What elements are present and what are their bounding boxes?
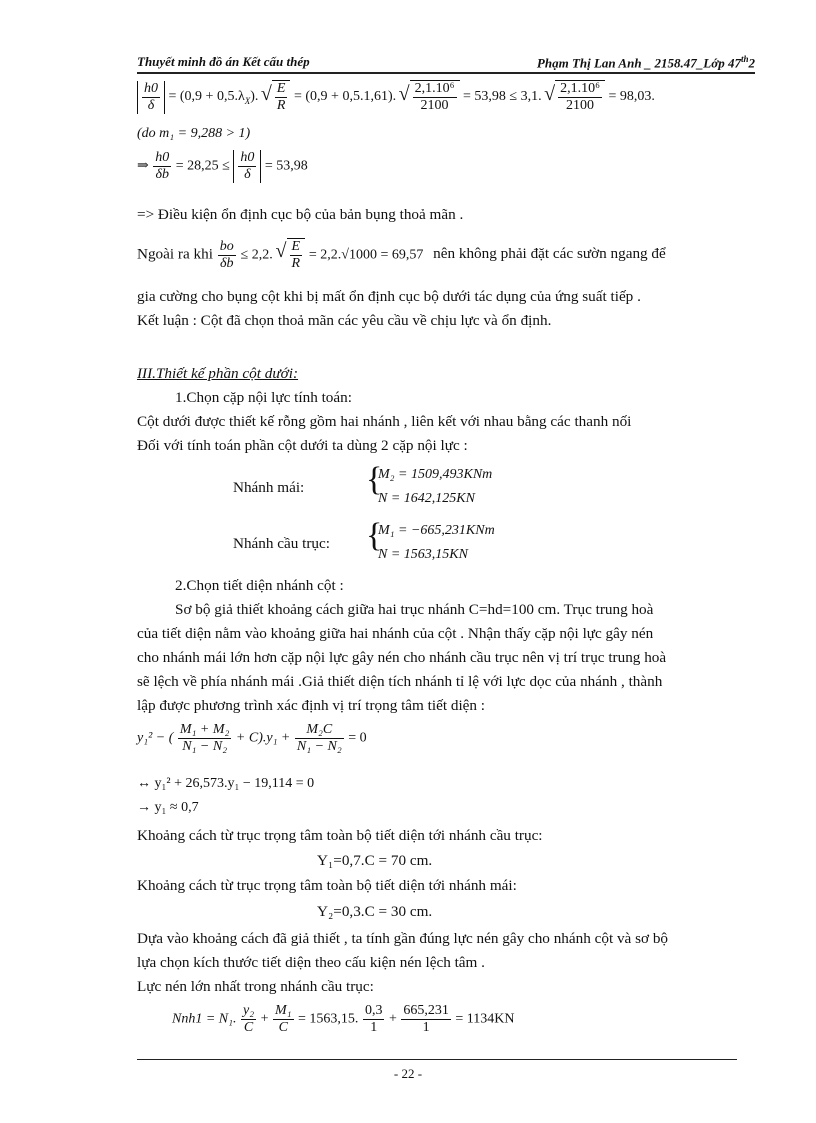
- max-force-text: Lực nén lớn nhất trong nhánh cầu trục:: [137, 978, 374, 995]
- y1-value: Y₁=0,7.C = 70 cm.: [317, 852, 433, 869]
- outside-condition: Ngoài ra khi $\frac{bo}{\delta b}$ ≤ 2,2. √ $\frac{E}{R}$ = 2,2.√1000 = 69,57 nên không phải đặt các sườn ngang để: [137, 238, 757, 272]
- para-line-1: Sơ bộ giả thiết khoảng cách giữa hai trục nhánh C=hd=100 cm. Trục trung hoà: [175, 601, 654, 618]
- crane-branch-system: { M₁ = −665,231KNm N = 1563,15KN: [366, 517, 495, 562]
- conclusion-line: Kết luận : Cột đã chọn thoả mãn các yêu cầu về chịu lực và ổn định.: [137, 312, 552, 329]
- pairs-text: Đối với tính toán phần cột dưới ta dùng 2 cặp nội lực :: [137, 437, 468, 454]
- dist-crane-text: Khoảng cách từ trục trọng tâm toàn bộ tiết diện tới nhánh cầu trục:: [137, 827, 543, 844]
- equation-root: → y₁ ≈ 0,7: [137, 800, 199, 815]
- equation-quadratic: ↔ y₁² + 26,573.y₁ − 19,114 = 0: [137, 776, 315, 791]
- based-line-1: Dựa vào khoảng cách đã giả thiết , ta tính gần đúng lực nén gây cho nhánh cột và sơ bộ: [137, 930, 669, 947]
- section-title: III.Thiết kế phần cột dưới:: [137, 365, 299, 382]
- local-stability-line: => Điều kiện ổn định cục bộ của bản bụng thoả mãn .: [137, 206, 464, 223]
- page-header: [137, 52, 755, 74]
- y2-value: Y₂=0,3.C = 30 cm.: [317, 903, 433, 920]
- header-left: Thuyết minh đồ án Kết cấu thép: [137, 54, 310, 69]
- para-line-4: sẽ lệch về phía nhánh mái .Giả thiết diện tích nhánh tỉ lệ với lực dọc của nhánh , thành: [137, 673, 663, 690]
- para-line-5: lập được phương trình xác định vị trí trọng tâm tiết diện :: [137, 697, 486, 714]
- roof-branch-label: Nhánh mái:: [233, 479, 305, 496]
- para-line-3: cho nhánh mái lớn hơn cặp nội lực gây nén cho nhánh cầu trục nên vị trí trục trung hoà: [137, 649, 667, 666]
- based-line-2: lựa chọn kích thước tiết diện theo cấu kiện nén lệch tâm .: [137, 954, 485, 971]
- roof-branch-system: { M₂ = 1509,493KNm N = 1642,125KN: [366, 461, 493, 506]
- para-line-2: của tiết diện nằm vào khoảng giữa hai nhánh của cột . Nhận thấy cặp nội lực gây nén: [137, 625, 654, 642]
- equation-centroid: y₁² − ( $\frac{\text{M₁ + M₂}}{\text{N₁ − N₂}}$ + C).y₁ + $\frac{\text{M₂C}}{\text{N₁ − N₂}}$ = 0: [137, 722, 367, 754]
- subsection-1-title: 1.Chọn cặp nội lực tính toán:: [175, 389, 352, 406]
- condition-m1: (do m₁ = 9,288 > 1): [137, 126, 251, 141]
- footer-rule: [137, 1059, 737, 1060]
- equation-branch-force: Nnh1 = N₁. $\frac{\text{y₂}}{C}$ + $\frac{\text{M₁}}{C}$ = 1563,15. $\frac{0,3}{1}$ + $\frac{665,231}{1}$ = 1134KN: [172, 1003, 515, 1035]
- reinforce-line: gia cường cho bụng cột khi bị mất ổn định cục bộ dưới tác dụng của ứng suất tiếp .: [137, 288, 641, 305]
- equation-slenderness: $\frac{h0}{\delta}$ = $(0,9 + 0,5.\lambda_X)$. √ $\frac{E}{R}$ = (0,9 + 0,5.1,61). √ $\frac{\text{2,1.10⁶}}{2100}$ = 53,98 ≤ 3,1. √ $\frac{\text{2,1.10⁶}}{2100}$ = 98,03.: [137, 80, 655, 120]
- dist-roof-text: Khoảng cách từ trục trọng tâm toàn bộ tiết diện tới nhánh mái:: [137, 877, 517, 894]
- subsection-2-title: 2.Chọn tiết diện nhánh cột :: [175, 577, 344, 594]
- crane-branch-label: Nhánh cầu trục:: [233, 535, 330, 552]
- page-number: - 22 -: [393, 1066, 423, 1081]
- hollow-column-text: Cột dưới được thiết kế rỗng gồm hai nhánh , liên kết với nhau bằng các thanh nối: [137, 413, 632, 430]
- header-right: Phạm Thị Lan Anh _ 2158.47_Lớp 47th2: [536, 54, 755, 71]
- equation-ratio: ⇒ $\frac{h0}{\delta b}$ = 28,25 ≤ $\frac{h0}{\delta}$ = 53,98: [137, 150, 308, 182]
